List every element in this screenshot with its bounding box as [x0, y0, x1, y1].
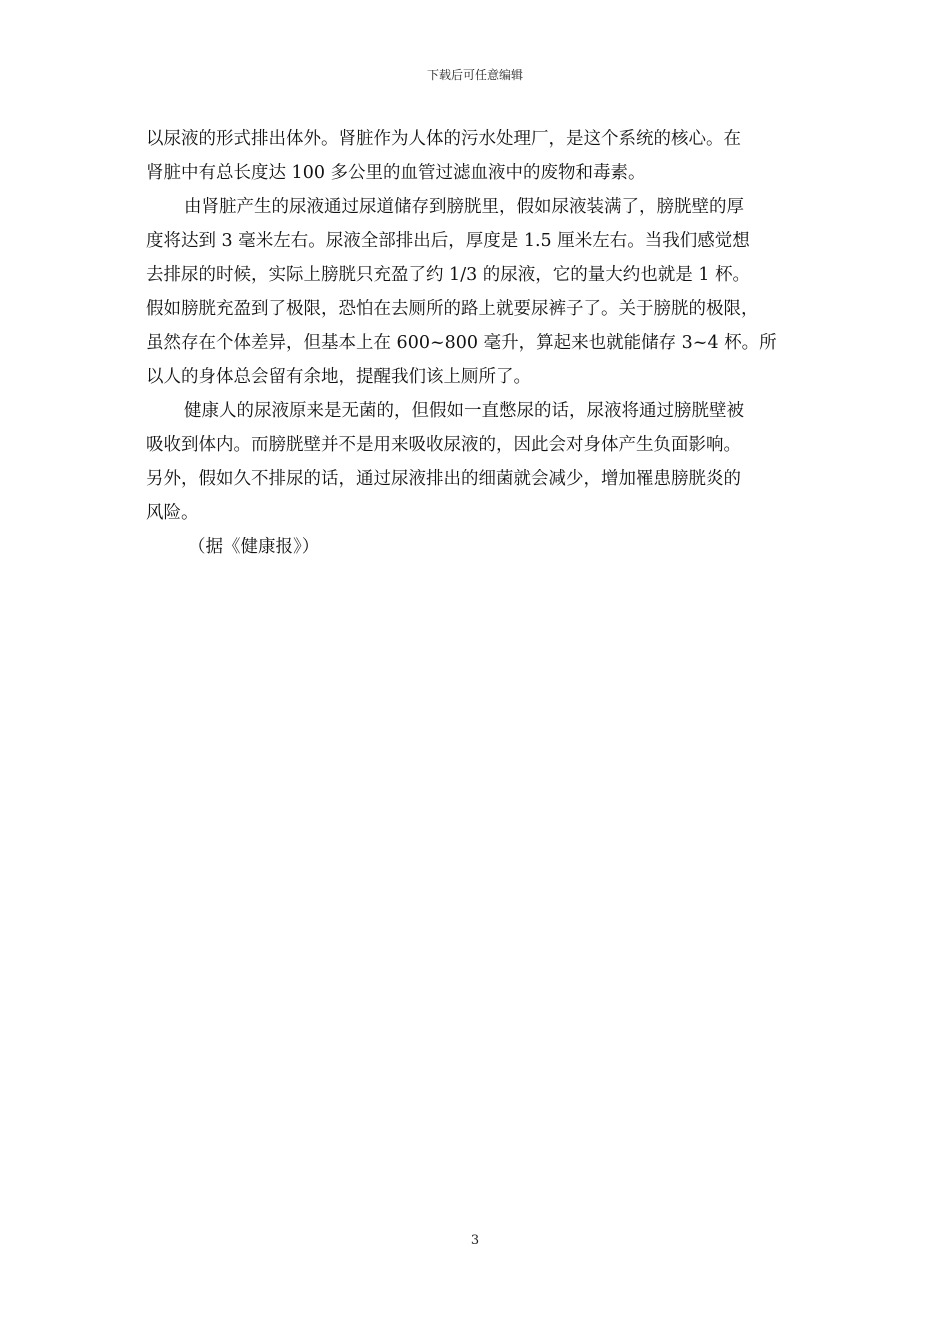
paragraph-line: 以人的身体总会留有余地，提醒我们该上厕所了。 [146, 367, 531, 387]
paragraph-line: 风险。 [146, 503, 199, 523]
paragraph-1 [146, 122, 810, 190]
paragraph-line: 健康人的尿液原来是无菌的，但假如一直憋尿的话，尿液将通过膀胱壁被 [184, 401, 744, 421]
paragraph-2 [146, 190, 810, 394]
paragraph-line: 虽然存在个体差异，但基本上在 600~800 毫升，算起来也就能储存 3~4 杯。所 [146, 333, 777, 353]
paragraph-3 [146, 394, 810, 530]
paragraph-line: 另外，假如久不排尿的话，通过尿液排出的细菌就会减少，增加罹患膀胱炎的 [146, 469, 741, 489]
page-header: 下载后可任意编辑 [426, 68, 523, 82]
paragraph-line: 去排尿的时候，实际上膀胱只充盈了约 1/3 的尿液，它的量大约也就是 1 杯。 [146, 265, 751, 285]
paragraph-line: 由肾脏产生的尿液通过尿道储存到膀胱里，假如尿液装满了，膀胱壁的厚 [184, 197, 744, 217]
paragraph-line: 假如膀胱充盈到了极限，恐怕在去厕所的路上就要尿裤子了。关于膀胱的极限， [146, 299, 759, 319]
page-number: 3 [470, 1233, 480, 1248]
source-citation: （据《健康报》） [188, 537, 320, 557]
article-body [146, 122, 810, 564]
paragraph-line: 度将达到 3 毫米左右。尿液全部排出后，厚度是 1.5 厘米左右。当我们感觉想 [146, 231, 750, 251]
paragraph-line: 肾脏中有总长度达 100 多公里的血管过滤血液中的废物和毒素。 [146, 163, 646, 183]
paragraph-line: 吸收到体内。而膀胱壁并不是用来吸收尿液的，因此会对身体产生负面影响。 [146, 435, 741, 455]
paragraph-line: 以尿液的形式排出体外。肾脏作为人体的污水处理厂，是这个系统的核心。在 [146, 129, 741, 149]
